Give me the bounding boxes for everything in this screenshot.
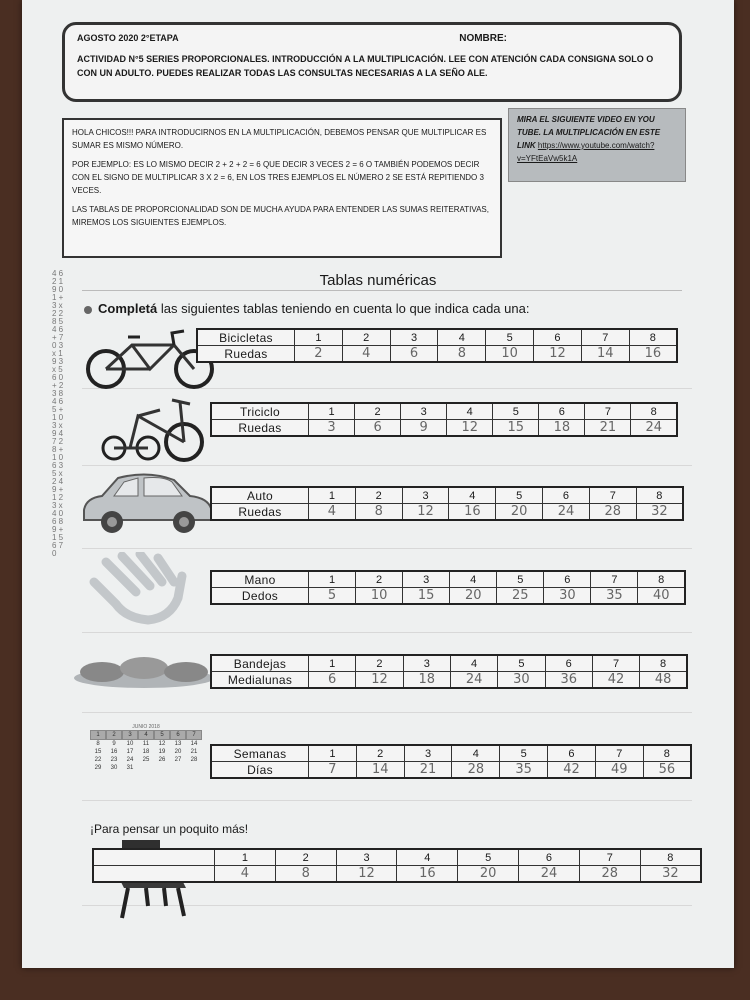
calendar-day: 9 (112, 741, 116, 747)
calendar-day: 21 (190, 749, 198, 755)
answer-cell[interactable]: 30 (498, 672, 545, 689)
table-row (197, 346, 677, 363)
video-link[interactable]: https://www.youtube.com/watch?v=YFtEaVw5k1A (517, 141, 655, 163)
header-cell: 8 (640, 655, 687, 672)
intro-paragraph-3: LAS TABLAS DE PROPORCIONALIDAD SON DE MUCHA AYUDA PARA ENTENDER LAS SUMAS REITERATIVAS, MIREMOS LOS SIGUIENTES EJEMPLOS. (72, 205, 489, 227)
table-row (197, 329, 677, 346)
table-row (93, 866, 701, 883)
header-cell: 7 (591, 571, 638, 588)
ruled-line (82, 712, 692, 713)
answer-cell[interactable]: 18 (539, 420, 585, 437)
tricycle-icon (98, 392, 218, 464)
answer-cell[interactable]: 18 (403, 672, 450, 689)
answer-cell[interactable]: 12 (447, 420, 493, 437)
calendar-day: 10 (126, 741, 134, 747)
answer-cell[interactable]: 35 (591, 588, 638, 605)
header-cell: 2 (356, 655, 403, 672)
header-cell: 7 (581, 329, 629, 346)
activity-text: ACTIVIDAD N°5 SERIES PROPORCIONALES. INTRODUCCIÓN A LA MULTIPLICACIÓN. LEE CON ATENCIÓN CADA CONSIGNA SOLO O CON UN ADULTO. PUEDES REALIZAR TODAS LAS CONSULTAS NECESARIAS A LA SEÑO ALE. (77, 54, 654, 78)
header-cell: 1 (309, 571, 356, 588)
proportion-table (210, 486, 684, 521)
header-cell: 2 (356, 571, 403, 588)
table-row (211, 487, 683, 504)
period-label: AGOSTO 2020 2°ETAPA (77, 33, 179, 43)
header-cell: 5 (498, 655, 545, 672)
header-cell: 5 (497, 571, 544, 588)
answer-cell[interactable]: 40 (638, 588, 685, 605)
calendar-picture (90, 724, 202, 782)
row-label: Ruedas (197, 346, 295, 363)
answer-cell[interactable]: 8 (275, 866, 336, 883)
answer-cell[interactable]: 6 (390, 346, 438, 363)
header-cell: 6 (548, 745, 596, 762)
header-cell: 2 (355, 403, 401, 420)
answer-cell[interactable]: 9 (401, 420, 447, 437)
video-box (508, 108, 686, 182)
answer-cell[interactable]: 4 (342, 346, 390, 363)
header-cell: 8 (636, 487, 683, 504)
think-title: ¡Para pensar un poquito más! (90, 822, 249, 836)
header-cell: 8 (629, 329, 677, 346)
instruction-bold: Completá (98, 301, 158, 316)
ruled-line (82, 548, 692, 549)
bullet-icon (84, 306, 92, 314)
calendar-week-row (90, 764, 202, 772)
calendar-day: 30 (110, 765, 118, 771)
header-cell: 7 (592, 655, 639, 672)
header-cell: 1 (309, 745, 357, 762)
calendar-day: 11 (142, 741, 150, 747)
header-cell: 4 (447, 403, 493, 420)
header-cell: 2 (275, 849, 336, 866)
calendar-day: 6 (170, 730, 186, 740)
answer-cell[interactable]: 35 (500, 762, 548, 779)
header-cell: 3 (403, 655, 450, 672)
title-underline (82, 290, 682, 291)
answer-cell[interactable]: 15 (403, 588, 450, 605)
row-label: Ruedas (211, 420, 309, 437)
header-cell: 6 (539, 403, 585, 420)
answer-cell[interactable]: 12 (336, 866, 397, 883)
answer-cell[interactable]: 25 (497, 588, 544, 605)
header-cell: 1 (309, 403, 355, 420)
header-cell: 2 (356, 745, 404, 762)
header-cell: 3 (401, 403, 447, 420)
header-cell: 4 (452, 745, 500, 762)
table-row (211, 655, 687, 672)
header-cell: 1 (309, 655, 356, 672)
header-cell: 3 (390, 329, 438, 346)
answer-cell[interactable]: 8 (355, 504, 402, 521)
answer-cell[interactable]: 16 (397, 866, 458, 883)
header-cell: 5 (493, 403, 539, 420)
table-row (211, 588, 685, 605)
calendar-body (90, 740, 202, 772)
calendar-week-row (90, 740, 202, 748)
header-cell: 4 (397, 849, 458, 866)
header-cell: 6 (543, 487, 590, 504)
header-cell: 5 (500, 745, 548, 762)
header-cell: 4 (438, 329, 486, 346)
calendar-day: 27 (174, 757, 182, 763)
calendar-day: 15 (94, 749, 102, 755)
car-icon (78, 468, 218, 538)
video-text: MIRA EL SIGUIENTE VIDEO EN YOU TUBE. LA MULTIPLICACIÓN EN ESTE LINK (517, 115, 661, 150)
calendar-day: 1 (90, 730, 106, 740)
proportion-table (210, 402, 678, 437)
row-label: Triciclo (211, 403, 309, 420)
row-label (93, 866, 215, 883)
calendar-day: 20 (174, 749, 182, 755)
header-cell: 8 (643, 745, 691, 762)
calendar-week-row (90, 756, 202, 764)
answer-cell[interactable]: 20 (496, 504, 543, 521)
calendar-day: 25 (142, 757, 150, 763)
calendar-day (170, 764, 186, 772)
row-label: Auto (211, 487, 309, 504)
hand-icon (86, 552, 206, 628)
table-row (211, 745, 691, 762)
answer-cell[interactable]: 3 (309, 420, 355, 437)
header-cell: 7 (585, 403, 631, 420)
header-cell: 5 (496, 487, 543, 504)
answer-cell[interactable]: 4 (215, 866, 276, 883)
header-cell: 3 (402, 487, 449, 504)
table-row (93, 849, 701, 866)
calendar-day: 13 (174, 741, 182, 747)
header-cell: 8 (631, 403, 677, 420)
row-label: Días (211, 762, 309, 779)
answer-cell[interactable]: 12 (356, 672, 403, 689)
row-label: Ruedas (211, 504, 309, 521)
header-cell: 3 (404, 745, 452, 762)
header-cell: 8 (640, 849, 701, 866)
calendar-day: 24 (126, 757, 134, 763)
calendar-day: 7 (186, 730, 202, 740)
table-row (211, 504, 683, 521)
calendar-day: 3 (122, 730, 138, 740)
table-row (211, 403, 677, 420)
ruled-line (82, 465, 692, 466)
answer-cell[interactable]: 21 (404, 762, 452, 779)
row-label: Bicicletas (197, 329, 295, 346)
table-row (211, 571, 685, 588)
header-cell: 3 (336, 849, 397, 866)
answer-cell[interactable]: 28 (589, 504, 636, 521)
answer-cell[interactable]: 42 (548, 762, 596, 779)
header-cell: 5 (486, 329, 534, 346)
calendar-day: 8 (96, 741, 100, 747)
calendar-day: 17 (126, 749, 134, 755)
header-cell: 6 (544, 571, 591, 588)
proportion-table (196, 328, 678, 363)
calendar-day: 23 (110, 757, 118, 763)
table-row (211, 762, 691, 779)
proportion-table (210, 654, 688, 689)
answer-cell[interactable]: 21 (585, 420, 631, 437)
header-cell: 7 (589, 487, 636, 504)
section-title: Tablas numéricas (319, 272, 437, 289)
ruled-line (82, 632, 692, 633)
calendar-day: 14 (190, 741, 198, 747)
ruled-line (82, 800, 692, 801)
header-cell: 1 (309, 487, 356, 504)
answer-cell[interactable]: 8 (438, 346, 486, 363)
calendar-day: 31 (126, 765, 134, 771)
intro-paragraph-1: HOLA CHICOS!!! PARA INTRODUCIRNOS EN LA MULTIPLICACIÓN, DEBEMOS PENSAR QUE MULTIPLICAR ES SUMAR ES MISMO NÚMERO. (72, 128, 487, 150)
croissants-tray-icon (72, 652, 216, 692)
calendar-day: 2 (106, 730, 122, 740)
answer-cell[interactable]: 20 (450, 588, 497, 605)
header-cell: 7 (579, 849, 640, 866)
decorative-numbers: 4 6 2 1 9 0 1 + 3 x 2 2 8 5 4 6 + 7 0 3 x 1 9 3 x 5 6 0 + 2 3 8 4 6 5 + 1 0 3 x 9 4 7 2 8 + 1 0 6 3 5 x 2 4 9 + 1 2 3 x 4 0 6 8 9 + 1 5 6 7 0 (52, 270, 64, 558)
calendar-day (138, 764, 154, 772)
row-label: Bandejas (211, 655, 309, 672)
chair-proportion-table (92, 848, 702, 883)
answer-cell[interactable]: 6 (355, 420, 401, 437)
answer-cell[interactable]: 24 (631, 420, 677, 437)
answer-cell[interactable]: 32 (636, 504, 683, 521)
answer-cell[interactable]: 15 (493, 420, 539, 437)
calendar-day: 5 (154, 730, 170, 740)
answer-cell[interactable]: 28 (579, 866, 640, 883)
answer-cell[interactable]: 6 (309, 672, 356, 689)
row-label: Medialunas (211, 672, 309, 689)
header-cell: 1 (295, 329, 343, 346)
header-cell: 6 (545, 655, 592, 672)
proportion-table (210, 744, 692, 779)
answer-cell[interactable]: 24 (519, 866, 580, 883)
header-cell: 4 (450, 571, 497, 588)
header-cell: 2 (355, 487, 402, 504)
header-cell: 5 (458, 849, 519, 866)
intro-paragraph-2: POR EJEMPLO: ES LO MISMO DECIR 2 + 2 + 2 = 6 QUE DECIR 3 VECES 2 = 6 O TAMBIÉN PODEMOS DECIR CON EL SIGNO DE MULTIPLICAR 3 X 2 = 6, EN LOS TRES EJEMPLOS EL NÚMERO 2 SE ESTÁ REPITIENDO 3 VECES. (72, 160, 484, 195)
calendar-day: 4 (138, 730, 154, 740)
answer-cell[interactable]: 24 (450, 672, 497, 689)
header-cell: 1 (215, 849, 276, 866)
row-label: Dedos (211, 588, 309, 605)
answer-cell[interactable]: 36 (545, 672, 592, 689)
row-label: Semanas (211, 745, 309, 762)
header-cell: 4 (450, 655, 497, 672)
calendar-day (154, 764, 170, 772)
row-label (93, 849, 215, 866)
calendar-title: JUNIO 2018 (132, 724, 160, 730)
name-label: NOMBRE: (459, 33, 507, 44)
table-row (211, 420, 677, 437)
calendar-day: 28 (190, 757, 198, 763)
answer-cell[interactable]: 32 (640, 866, 701, 883)
calendar-head-row (90, 730, 202, 740)
answer-cell[interactable]: 10 (486, 346, 534, 363)
answer-cell[interactable]: 4 (309, 504, 356, 521)
header-cell: 4 (449, 487, 496, 504)
header-cell: 2 (342, 329, 390, 346)
table-row (211, 672, 687, 689)
answer-cell[interactable]: 2 (295, 346, 343, 363)
answer-cell[interactable]: 20 (458, 866, 519, 883)
answer-cell[interactable]: 12 (402, 504, 449, 521)
worksheet (22, 0, 734, 968)
instruction-text: las siguientes tablas teniendo en cuenta lo que indica cada una: (157, 301, 530, 316)
answer-cell[interactable]: 30 (544, 588, 591, 605)
header-cell: 3 (403, 571, 450, 588)
calendar-week-row (90, 748, 202, 756)
header-cell: 6 (534, 329, 582, 346)
answer-cell[interactable]: 56 (643, 762, 691, 779)
calendar-day: 19 (158, 749, 166, 755)
instruction (84, 301, 529, 316)
row-label: Mano (211, 571, 309, 588)
intro-box (62, 118, 502, 258)
calendar-day: 18 (142, 749, 150, 755)
header-box (62, 22, 682, 102)
calendar-day: 22 (94, 757, 102, 763)
answer-cell[interactable]: 14 (581, 346, 629, 363)
answer-cell[interactable]: 12 (534, 346, 582, 363)
answer-cell[interactable]: 28 (452, 762, 500, 779)
answer-cell[interactable]: 16 (449, 504, 496, 521)
calendar-day: 16 (110, 749, 118, 755)
calendar-day: 12 (158, 741, 166, 747)
answer-cell[interactable]: 16 (629, 346, 677, 363)
answer-cell[interactable]: 10 (356, 588, 403, 605)
proportion-table (210, 570, 686, 605)
answer-cell[interactable]: 5 (309, 588, 356, 605)
answer-cell[interactable]: 48 (640, 672, 687, 689)
header-cell: 6 (519, 849, 580, 866)
calendar-day (186, 764, 202, 772)
header-cell: 8 (638, 571, 685, 588)
answer-cell[interactable]: 14 (356, 762, 404, 779)
header-cell: 7 (595, 745, 643, 762)
answer-cell[interactable]: 24 (543, 504, 590, 521)
calendar-day: 29 (94, 765, 102, 771)
answer-cell[interactable]: 7 (309, 762, 357, 779)
answer-cell[interactable]: 42 (592, 672, 639, 689)
answer-cell[interactable]: 49 (595, 762, 643, 779)
calendar-day: 26 (158, 757, 166, 763)
